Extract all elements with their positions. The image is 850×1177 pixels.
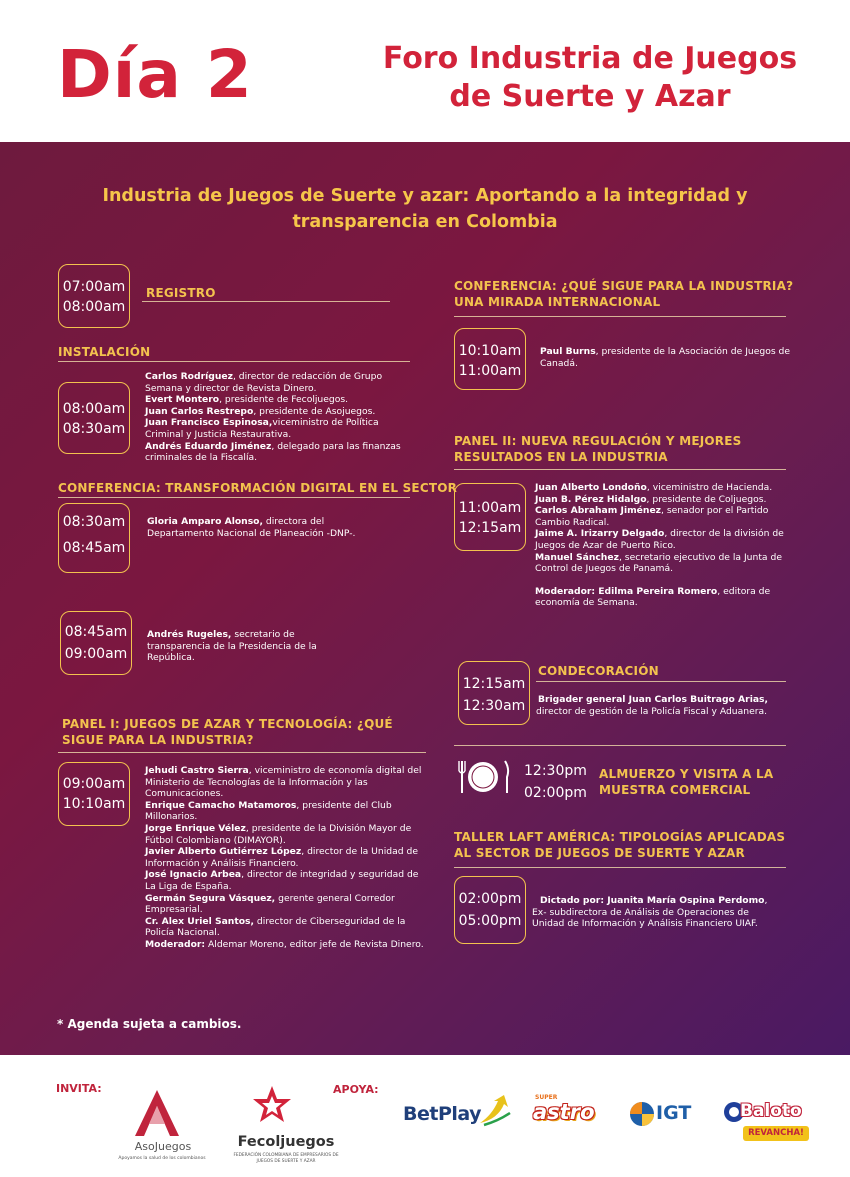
betplay-logo: BetPlay [403,1103,482,1125]
forum-title-line1: Foro Industria de Juegos [382,41,798,76]
time-start: 11:00am [458,500,522,516]
panel1-heading: PANEL I: JUEGOS DE AZAR Y TECNOLOGÍA: ¿QUÉ SIGUE PARA LA INDUSTRIA? [62,717,393,747]
time-box-conferencia-int [454,328,526,390]
divider [454,469,786,470]
time-start: 10:10am [458,343,522,359]
time-box-conferencia-2 [60,611,132,675]
time-end: 02:00pm [524,785,587,801]
divider [454,316,786,317]
asojuegos-tagline: Apoyamos la salud de los colombianos [118,1156,206,1161]
time-start: 08:45am [64,624,128,640]
invita-label: INVITA: [56,1082,102,1095]
condecoracion-speaker: Brigader general Juan Carlos Buitrago Arias, director de gestión de la Policía Fiscal y Aduanera. [536,694,769,717]
registro-label: REGISTRO [146,286,216,300]
speaker-line: Evert Montero, presidente de Fecoljuegos. [145,394,349,406]
divider [536,681,786,682]
speaker-line: Juan Francisco Espinosa,viceministro de Política Criminal y Justicia Restaurativa. [145,417,379,440]
time-start: 07:00am [62,279,126,295]
astro-super-label: SUPER [535,1094,558,1101]
speaker-line: Carlos Rodríguez, director de redacción de Grupo Semana y director de Revista Dinero. [145,371,383,394]
baloto-revancha-badge: REVANCHA! [743,1126,809,1141]
conferencia-digital-heading: CONFERENCIA: TRANSFORMACIÓN DIGITAL EN EL SECTOR [58,481,458,495]
speaker-line: Andrés Eduardo Jiménez, delegado para las finanzas criminales de la Fiscalía. [145,440,401,464]
forum-title [340,40,840,116]
speaker-line: Javier Alberto Gutiérrez López, director de la Unidad de Información y Análisis Financiero. [145,846,418,869]
time-end: 08:45am [62,540,126,556]
conferencia-int-speaker: Paul Burns, presidente de la Asociación de Juegos de Canadá. [540,346,791,369]
speaker-line: Carlos Abraham Jiménez, senador por el Partido Cambio Radical. [535,505,769,528]
speaker-line: Juan B. Pérez Hidalgo, presidente de Coljuegos. [535,493,767,505]
speaker-line: Enrique Camacho Matamoros, presidente del Club Millonarios. [145,799,392,823]
fecoljuegos-name: Fecoljuegos [237,1134,335,1150]
time-end: 10:10am [62,796,126,812]
agenda-title: Industria de Juegos de Suerte y azar: Aportando a la integridad y transparencia en Colombia [102,186,748,232]
speaker-line: Moderador: Aldemar Moreno, editor jefe de Revista Dinero. [145,938,424,950]
time-box-conferencia-1 [58,503,130,573]
time-box-taller [454,876,526,944]
time-start: 12:15am [462,676,526,692]
time-box-condecoracion [458,661,530,725]
speaker-line: Jaime A. Irizarry Delgado, director de la división de Juegos de Azar de Puerto Rico. [535,528,784,551]
time-end: 12:30am [462,698,526,714]
time-box-panel1 [58,762,130,826]
speaker-line: Jehudi Castro Sierra, viceministro de economía digital del Ministerio de Tecnologías de la Información y las Comunicaciones. [145,765,422,800]
fecoljuegos-tagline: FEDERACIÓN COLOMBIANA DE EMPRESARIOS DE JUEGOS DE SUERTE Y AZAR [233,1153,339,1164]
time-end: 11:00am [458,363,522,379]
time-end: 05:00pm [458,913,522,929]
almuerzo-time [524,760,594,804]
divider [58,752,426,753]
instalacion-heading: INSTALACIÓN [58,345,151,359]
taller-speaker: Dictado por: Juanita María Ospina Perdomo, Ex- subdirectora de Análisis de Operaciones de Unidad de Información y Análisis Financiero UIAF. [532,895,768,930]
speaker-line: Juan Carlos Restrepo, presidente de Asojuegos. [145,405,376,417]
apoya-label: APOYA: [333,1083,379,1096]
divider [454,745,786,746]
speaker-line: Cr. Alex Uriel Santos, director de Ciberseguridad de la Policía Nacional. [145,915,406,939]
igt-logo: IGT [656,1102,692,1124]
lunch-plate-icon [456,757,514,797]
time-box-registro [58,264,130,328]
conferencia-speaker-1: Gloria Amparo Alonso, directora del Departamento Nacional de Planeación -DNP-. [147,516,356,539]
day-title: Día 2 [57,36,253,113]
conferencia-int-heading: CONFERENCIA: ¿QUÉ SIGUE PARA LA INDUSTRIA? UNA MIRADA INTERNACIONAL [454,279,794,309]
instalacion-speakers [145,371,415,464]
astro-logo: astro [533,1100,595,1124]
speaker-line: Germán Segura Vásquez, gerente general Corredor Empresarial. [145,892,395,916]
forum-title-line2: de Suerte y Azar [449,79,731,114]
igt-globe-icon [629,1101,655,1127]
baloto-logo: Baloto [740,1101,802,1121]
condecoracion-heading: CONDECORACIÓN [538,664,659,678]
divider [58,361,410,362]
fecoljuegos-star-icon [251,1084,293,1126]
moderator-line: Moderador: Edilma Pereira Romero, editora de economía de Semana. [535,585,771,609]
time-end: 12:15am [458,520,522,536]
time-box-instalacion [58,382,130,454]
time-end: 09:00am [64,646,128,662]
header [0,0,850,142]
divider [454,867,786,868]
conferencia-speaker-2: Andrés Rugeles, secretario de transparencia de la Presidencia de la República. [147,629,317,664]
speaker-line: Jorge Enrique Vélez, presidente de la División Mayor de Fútbol Colombiano (DIMAYOR). [145,822,412,846]
taller-heading: TALLER LAFT AMÉRICA: TIPOLOGÍAS APLICADAS AL SECTOR DE JUEGOS DE SUERTE Y AZAR [454,830,786,860]
asojuegos-name: AsoJuegos [134,1140,192,1153]
time-start: 12:30pm [524,763,587,779]
time-box-panel2 [454,483,526,551]
divider [58,497,410,498]
speaker-line: Manuel Sánchez, secretario ejecutivo de la Junta de Control de Juegos de Panamá. [535,551,782,575]
panel2-heading: PANEL II: NUEVA REGULACIÓN Y MEJORES RESULTADOS EN LA INDUSTRIA [454,434,742,464]
speaker-line: José Ignacio Arbea, director de integridad y seguridad de La Liga de España. [145,869,419,892]
betplay-arrow-icon [478,1095,512,1127]
panel2-speakers [535,482,793,609]
divider [142,301,390,302]
speaker-line: Juan Alberto Londoño, viceministro de Hacienda. [535,482,773,493]
asojuegos-logo-icon [132,1088,182,1140]
time-end: 08:00am [62,299,126,315]
time-start: 08:30am [62,514,126,530]
almuerzo-label: ALMUERZO Y VISITA A LA MUESTRA COMERCIAL [599,767,774,797]
time-start: 08:00am [62,401,126,417]
agenda-note: * Agenda sujeta a cambios. [57,1017,242,1031]
time-end: 08:30am [62,421,126,437]
panel1-speakers [145,765,427,951]
time-start: 02:00pm [458,891,522,907]
time-start: 09:00am [62,776,126,792]
